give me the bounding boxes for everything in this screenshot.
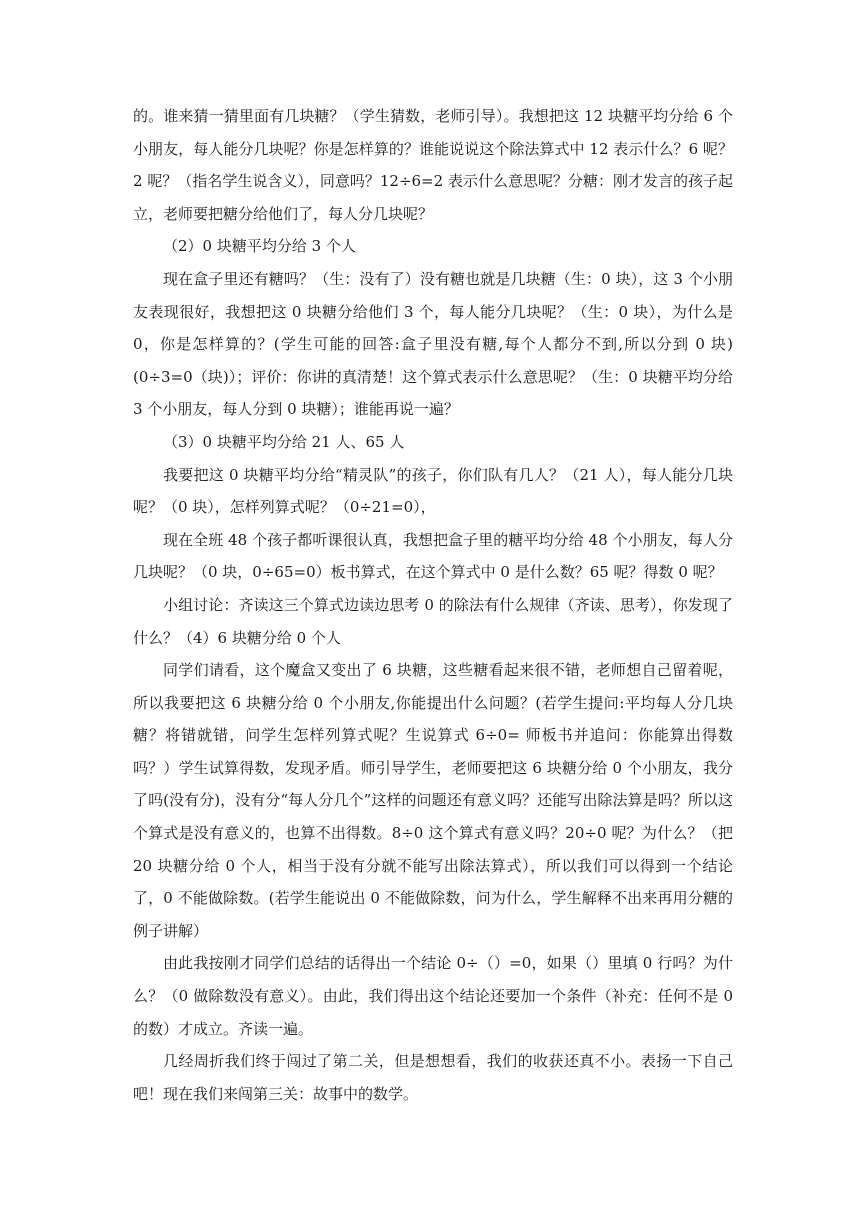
- paragraph: 现在盒子里还有糖吗？（生：没有了）没有糖也就是几块糖（生：0 块），这 3 个小朋友表现很好，我想把这 0 块糖分给他们 3 个，每人能分几块呢？（生：0 块），为什么是 0，你是怎样算的？(学生可能的回答:盒子里没有糖,每个人都分不到,所以分到 0 块)(0÷3=0（块)）；评价：你讲的真清楚！这个算式表示什么意思呢？（生：0 块糖平均分给 3 个小朋友，每人分到 0 块糖）；谁能再说一遍？: [133, 269, 733, 419]
- paragraph: 由此我按刚才同学们总结的话得出一个结论 0÷（）=0，如果（）里填 0 行吗？为什么？（0 做除数没有意义）。由此，我们得出这个结论还要加一个条件（补充：任何不是 0 的数）才成立。齐读一遍。: [133, 954, 733, 1038]
- paragraph: 同学们请看，这个魔盒又变出了 6 块糖，这些糖看起来很不错，老师想自己留着呢，所以我要把这 6 块糖分给 0 个小朋友,你能提出什么问题？(若学生提问:平均每人分几块糖？将错就错，问学生怎样列算式呢？生说算式 6÷0= 师板书并追问：你能算出得数吗？）学生试算得数，发现矛盾。师引导学生，老师要把这 6 块糖分给 0 个小朋友，我分了吗(没有分)，没有分“每人分几个”这样的问题还有意义吗？还能写出除法算是吗？所以这个算式是没有意义的，也算不出得数。8÷0 这个算式有意义吗？20÷0 呢？为什么？（把 20 块糖分给 0 个人，相当于没有分就不能写出除法算式），所以我们可以得到一个结论了，0 不能做除数。(若学生能说出 0 不能做除数，问为什么，学生解释不出来再用分糖的例子讲解）: [133, 661, 733, 940]
- paragraph: 小组讨论：齐读这三个算式边读边思考 0 的除法有什么规律（齐读、思考），你发现了什么？（4）6 块糖分给 0 个人: [133, 595, 733, 647]
- paragraph: 我要把这 0 块糖平均分给“精灵队”的孩子，你们队有几人？（21 人），每人能分几块呢？（0 块），怎样列算式呢？（0÷21=0），: [133, 465, 733, 517]
- paragraph: 几经周折我们终于闯过了第二关，但是想想看，我们的收获还真不小。表扬一下自己吧！现在我们来闯第三关：故事中的数学。: [133, 1052, 733, 1103]
- paragraph: 现在全班 48 个孩子都听课很认真，我想把盒子里的糖平均分给 48 个小朋友，每人分几块呢？（0 块，0÷65=0）板书算式，在这个算式中 0 是什么数？65 呢？得数 0 呢？: [133, 530, 733, 582]
- paragraph-continuation: 的。谁来猜一猜里面有几块糖？（学生猜数，老师引导）。我想把这 12 块糖平均分给 6 个小朋友，每人能分几块呢？你是怎样算的？谁能说说这个除法算式中 12 表示什么？6 呢？2 呢？（指名学生说含义），同意吗？12÷6=2 表示什么意思呢？分糖：刚才发言的孩子起立，老师要把糖分给他们了，每人分几块呢？: [133, 107, 733, 223]
- section-heading-2: （2）0 块糖平均分给 3 个人: [163, 237, 356, 256]
- section-heading-3: （3）0 块糖平均分给 21 人、65 人: [163, 432, 405, 451]
- document-body: [133, 100, 733, 1110]
